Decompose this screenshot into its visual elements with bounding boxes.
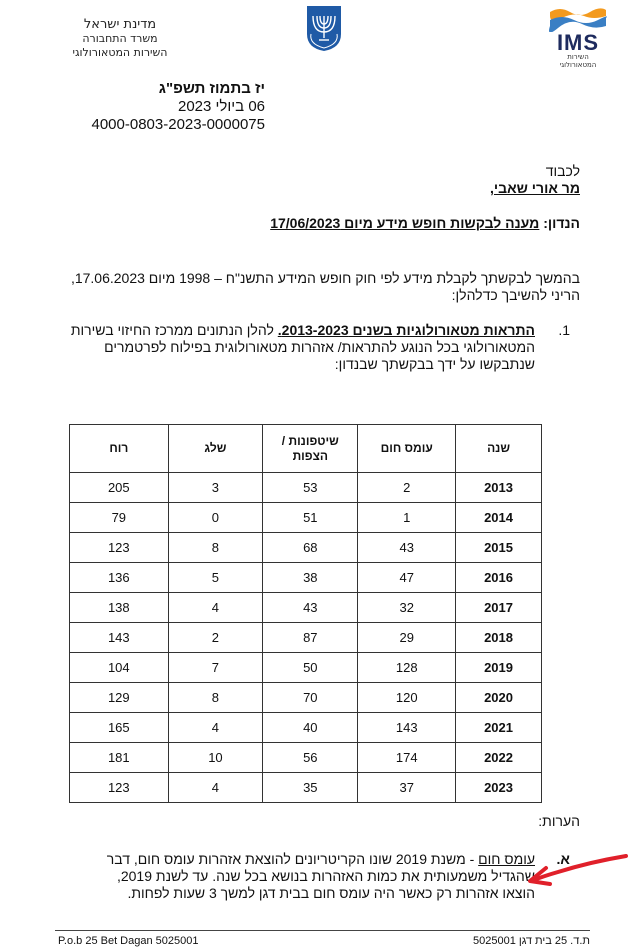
cell-floods: 70 <box>263 683 358 713</box>
cell-year: 2016 <box>456 563 542 593</box>
org-state: מדינת ישראל <box>83 17 157 32</box>
cell-wind: 123 <box>70 533 169 563</box>
cell-floods: 50 <box>263 653 358 683</box>
notes-title: הערות: <box>538 813 580 829</box>
table-row <box>70 683 542 713</box>
recipient-block <box>300 163 580 197</box>
cell-year: 2015 <box>456 533 542 563</box>
warnings-table <box>69 424 542 803</box>
cell-snow: 8 <box>168 533 263 563</box>
note-a-line3: הוצאו אזהרות רק כאשר היה עומס חום בבית דגן למשך 3 שעות לפחות. <box>127 885 535 901</box>
cell-heat-load: 128 <box>358 653 456 683</box>
table-row <box>70 623 542 653</box>
cell-year: 2013 <box>456 473 542 503</box>
cell-snow: 4 <box>168 713 263 743</box>
table-row <box>70 653 542 683</box>
cell-heat-load: 37 <box>358 773 456 803</box>
cell-year: 2020 <box>456 683 542 713</box>
subject-text: מענה לבקשות חופש מידע מיום 17/06/2023 <box>270 215 540 231</box>
item-1-line2: המטאורולוגי בכל הנוגע להתראות/ אזהרות מטאורולוגית בפילוח לפרטמרים <box>104 339 535 355</box>
header-floods: שיטפונות / הצפות <box>263 425 358 473</box>
cell-snow: 4 <box>168 593 263 623</box>
cell-wind: 165 <box>70 713 169 743</box>
cell-wind: 136 <box>70 563 169 593</box>
cell-snow: 8 <box>168 683 263 713</box>
cell-wind: 104 <box>70 653 169 683</box>
cell-wind: 143 <box>70 623 169 653</box>
header-wind: רוח <box>70 425 169 473</box>
table-row <box>70 743 542 773</box>
cell-year: 2023 <box>456 773 542 803</box>
subject-line <box>120 215 580 232</box>
cell-floods: 51 <box>263 503 358 533</box>
cell-wind: 79 <box>70 503 169 533</box>
cell-year: 2019 <box>456 653 542 683</box>
cell-floods: 40 <box>263 713 358 743</box>
cell-snow: 0 <box>168 503 263 533</box>
item-1-line1 <box>30 322 535 339</box>
cell-snow: 5 <box>168 563 263 593</box>
cell-floods: 35 <box>263 773 358 803</box>
recipient-to: לכבוד <box>545 163 580 179</box>
header-year: שנה <box>456 425 542 473</box>
table-row <box>70 473 542 503</box>
table-row <box>70 773 542 803</box>
subject-prefix: הנדון: <box>543 215 580 231</box>
hebrew-date: יז בתמוז תשפ"ג <box>158 80 265 97</box>
cell-heat-load: 143 <box>358 713 456 743</box>
table-row <box>70 713 542 743</box>
cell-year: 2021 <box>456 713 542 743</box>
item-1-paragraph <box>30 322 535 373</box>
cell-heat-load: 1 <box>358 503 456 533</box>
note-a-line2: שהגדיל משמעותית את כמות האזהרות בנושא בכל שנה. עד לשנת 2019, <box>116 868 535 884</box>
gregorian-date: 06 ביולי 2023 <box>177 98 265 115</box>
cell-wind: 129 <box>70 683 169 713</box>
ims-logo <box>548 6 608 69</box>
table-row <box>70 503 542 533</box>
table-row <box>70 533 542 563</box>
table-row <box>70 593 542 623</box>
ims-logo-subtitle: השירות המטאורולוגי <box>559 53 597 69</box>
table-header-row <box>70 425 542 473</box>
header-heat-load: עומס חום <box>358 425 456 473</box>
reference-number: 4000-0803-2023-0000075 <box>91 116 265 133</box>
org-ministry: משרד התחבורה <box>82 32 158 45</box>
header-snow: שלג <box>168 425 263 473</box>
item-1-line3: שנתבקשו על ידך בבקשתך שבנדון: <box>334 356 535 372</box>
note-a-term: עומס חום <box>478 851 535 867</box>
item-1-number: 1. <box>558 322 570 338</box>
org-service: השירות המטאורולוגי <box>72 46 168 59</box>
note-a-letter: א. <box>556 851 570 867</box>
cell-year: 2017 <box>456 593 542 623</box>
org-block <box>60 18 180 60</box>
cell-snow: 3 <box>168 473 263 503</box>
cell-heat-load: 43 <box>358 533 456 563</box>
note-a-line1 <box>40 851 535 868</box>
ims-logo-graphic-icon <box>548 6 608 32</box>
cell-snow: 7 <box>168 653 263 683</box>
cell-floods: 56 <box>263 743 358 773</box>
cell-year: 2014 <box>456 503 542 533</box>
cell-wind: 123 <box>70 773 169 803</box>
cell-year: 2018 <box>456 623 542 653</box>
state-emblem-icon <box>305 4 343 52</box>
cell-wind: 181 <box>70 743 169 773</box>
cell-heat-load: 2 <box>358 473 456 503</box>
cell-floods: 43 <box>263 593 358 623</box>
cell-floods: 38 <box>263 563 358 593</box>
cell-wind: 205 <box>70 473 169 503</box>
cell-snow: 2 <box>168 623 263 653</box>
cell-heat-load: 174 <box>358 743 456 773</box>
footer-address-he: ת.ד. 25 בית דגן 5025001 <box>473 935 590 947</box>
cell-year: 2022 <box>456 743 542 773</box>
recipient-name: מר אורי שאבי, <box>490 180 580 196</box>
item-1-heading: התראות מטאורולוגיות בשנים 2013-2023. <box>277 322 535 338</box>
item-1-line1-rest: להלן הנתונים ממרכז החיזוי בשירות <box>70 322 278 338</box>
intro-line1: בהמשך לבקשתך לקבלת מידע לפי חוק חופש המידע התשנ"ח – 1998 מיום 17.06.2023, <box>70 270 580 286</box>
cell-floods: 68 <box>263 533 358 563</box>
ims-logo-text: IMS <box>556 30 600 55</box>
cell-heat-load: 120 <box>358 683 456 713</box>
cell-snow: 10 <box>168 743 263 773</box>
cell-wind: 138 <box>70 593 169 623</box>
cell-floods: 53 <box>263 473 358 503</box>
cell-heat-load: 29 <box>358 623 456 653</box>
cell-snow: 4 <box>168 773 263 803</box>
note-a-paragraph <box>40 851 535 902</box>
intro-line2: הריני להשיבך כדלהלן: <box>451 287 580 303</box>
cell-floods: 87 <box>263 623 358 653</box>
footer-address-en: P.o.b 25 Bet Dagan 5025001 <box>58 935 199 947</box>
cell-heat-load: 32 <box>358 593 456 623</box>
table-row <box>70 563 542 593</box>
intro-paragraph <box>40 270 580 304</box>
footer-divider <box>55 930 590 931</box>
date-block <box>40 80 265 134</box>
note-a-line1-rest: - משנת 2019 שונו הקריטריונים להוצאת אזהרות עומס חום, דבר <box>106 851 479 867</box>
red-arrow-annotation-icon <box>520 848 632 888</box>
cell-heat-load: 47 <box>358 563 456 593</box>
